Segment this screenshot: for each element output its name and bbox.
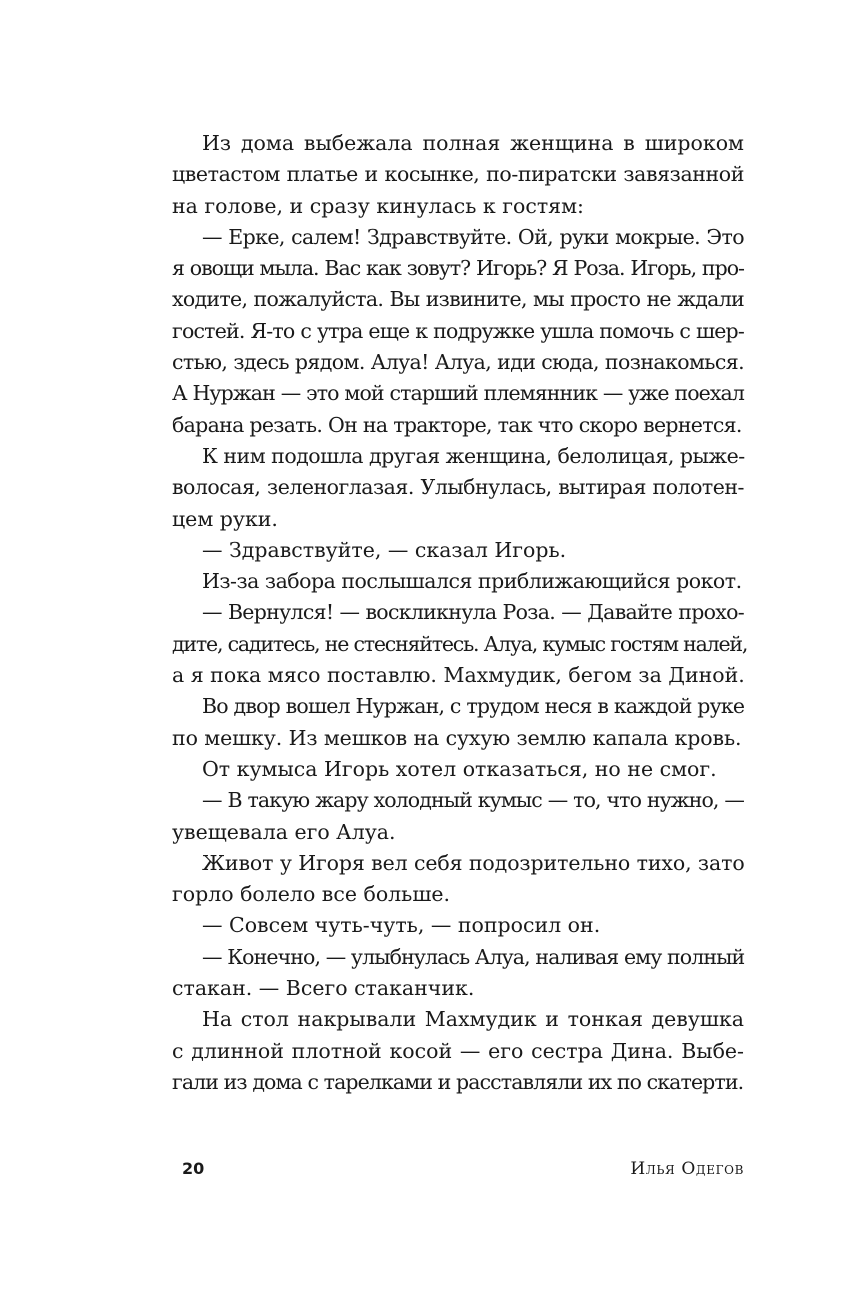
text-line: барана резать. Он на тракторе, так что скоро вернется. <box>172 412 742 437</box>
text-line: цветастом платье и косынке, по-пиратски завязанной <box>172 162 744 187</box>
text-line: на голове, и сразу кинулась к гостям: <box>172 193 584 218</box>
text-line: Из-за забора послышался приближающийся рокот. <box>202 569 742 594</box>
text-line: От кумыса Игорь хотел отказаться, но не смог. <box>202 756 717 781</box>
text-line: Во двор вошел Нуржан, с трудом неся в каждой руке <box>202 694 745 719</box>
text-line: горло болело все больше. <box>172 882 451 907</box>
text-line: волосая, зеленоглазая. Улыбнулась, вытирая полотен- <box>172 475 744 500</box>
text-line: стью, здесь рядом. Алуа! Алуа, иди сюда, познакомься. <box>172 350 744 375</box>
page-footer <box>172 1156 744 1182</box>
text-line: — Здравствуйте, — сказал Игорь. <box>202 537 567 562</box>
text-line: по мешку. Из мешков на сухую землю капала кровь. <box>172 725 742 750</box>
text-line: гостей. Я-то с утра еще к подружке ушла помочь с шер- <box>172 318 744 343</box>
text-line: Живот у Игоря вел себя подозрительно тихо, зато <box>202 850 745 875</box>
text-line: ходите, пожалуйста. Вы извините, мы просто не ждали <box>172 287 744 312</box>
text-line: Из дома выбежала полная женщина в широком <box>202 131 744 155</box>
text-line: — Совсем чуть-чуть, — попросил он. <box>202 913 601 938</box>
text-line: дите, садитесь, не стесняйтесь. Алуа, кумыс гостям налей, <box>172 631 748 656</box>
text-line: К ним подошла другая женщина, белолицая, рыже- <box>202 443 745 468</box>
text-line: с длинной плотной косой — его сестра Дина. Выбе- <box>172 1038 744 1063</box>
page-number: 20 <box>182 1159 205 1178</box>
text-line: цем руки. <box>172 506 278 531</box>
text-line: А Нуржан — это мой старший племянник — уже поехал <box>172 381 744 406</box>
text-line: я овощи мыла. Вас как зовут? Игорь? Я Роза. Игорь, про- <box>172 256 744 281</box>
text-line: гали из дома с тарелками и расставляли их по скатерти. <box>172 1069 744 1094</box>
text-line: — Вернулся! — воскликнула Роза. — Давайте прохо- <box>202 600 744 625</box>
text-line: — Конечно, — улыбнулась Алуа, наливая ему полный <box>202 944 745 969</box>
body-text <box>172 128 748 1098</box>
running-head-author: Илья Одегов <box>630 1159 744 1179</box>
text-line: На стол накрывали Махмудик и тонкая девушка <box>202 1007 744 1032</box>
text-line: — В такую жару холодный кумыс — то, что нужно, — <box>202 788 744 813</box>
text-line: а я пока мясо поставлю. Махмудик, бегом за Диной. <box>172 663 745 688</box>
text-line: стакан. — Всего стаканчик. <box>172 976 475 1001</box>
text-line: увещевала его Алуа. <box>172 819 396 844</box>
text-line: — Ерке, салем! Здравствуйте. Ой, руки мокрые. Это <box>202 224 744 249</box>
